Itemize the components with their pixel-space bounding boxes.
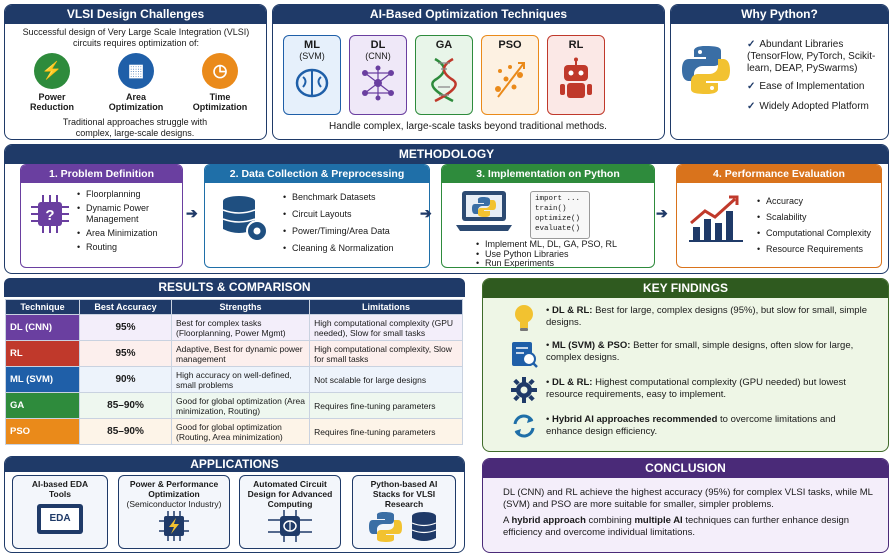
app-eda-tools bbox=[12, 475, 108, 549]
step3-title: 3. Implementation on Python bbox=[442, 165, 654, 183]
step1-title: 1. Problem Definition bbox=[21, 165, 182, 183]
technique-cell: DL (CNN) bbox=[6, 315, 80, 341]
check-icon: ✓ bbox=[747, 101, 756, 112]
why-python-title: Why Python? bbox=[671, 5, 888, 24]
accuracy-cell: 85–90% bbox=[80, 419, 172, 445]
step3-item: • Run Experiments bbox=[476, 259, 652, 268]
step2-item: • Power/Timing/Area Data bbox=[283, 226, 429, 237]
step2-list bbox=[283, 192, 429, 254]
key-findings-title: KEY FINDINGS bbox=[483, 279, 888, 298]
pso-box bbox=[481, 35, 539, 115]
step1-item: • Dynamic Power Management bbox=[77, 203, 181, 225]
accuracy-cell: 90% bbox=[80, 367, 172, 393]
limitations-cell: Requires fine-tuning parameters bbox=[310, 393, 463, 419]
column-header: Best Accuracy bbox=[80, 300, 172, 315]
finding-item: • DL & RL: Best for large, complex designs (95%), but slow for small, simple designs. bbox=[546, 305, 867, 328]
stopwatch-icon: ◷ bbox=[202, 53, 238, 89]
strengths-cell: Best for complex tasks (Floorplanning, Power Mgmt) bbox=[172, 315, 310, 341]
particle-swarm-icon bbox=[490, 57, 530, 101]
step1-item: • Routing bbox=[77, 242, 181, 253]
limitations-cell: High computational complexity (GPU needed), Slow for small tasks bbox=[310, 315, 463, 341]
limitations-cell: Not scalable for large designs bbox=[310, 367, 463, 393]
time-item bbox=[185, 53, 255, 112]
python-point-ease: ✓ Ease of Implementation bbox=[747, 81, 865, 92]
circuit-brain-icon bbox=[268, 510, 312, 542]
step2-title: 2. Data Collection & Preprocessing bbox=[205, 165, 429, 183]
limitations-cell: High computational complexity, Slow for small tasks bbox=[310, 341, 463, 367]
analysis-icon bbox=[510, 340, 538, 368]
step1-list bbox=[77, 189, 181, 253]
technique-cell: ML (SVM) bbox=[6, 367, 80, 393]
finding-item: • ML (SVM) & PSO: Better for small, simple designs, often slow for large, complex designs. bbox=[546, 340, 854, 363]
step3-item: • Implement ML, DL, GA, PSO, RL bbox=[476, 240, 652, 250]
applications-title: APPLICATIONS bbox=[5, 457, 464, 472]
step4-title: 4. Performance Evaluation bbox=[677, 165, 881, 183]
strengths-cell: Good for global optimization (Area minimization, Routing) bbox=[172, 393, 310, 419]
step-performance-evaluation bbox=[676, 164, 882, 268]
step3-list bbox=[476, 240, 652, 268]
results-table bbox=[5, 299, 463, 445]
conclusion-panel bbox=[482, 458, 889, 553]
strengths-cell: Good for global optimization (Routing, Area minimization) bbox=[172, 419, 310, 445]
step4-item: • Computational Complexity bbox=[757, 228, 881, 239]
step-implementation-python bbox=[441, 164, 655, 268]
app-subtitle: (Semiconductor Industry) bbox=[126, 499, 222, 509]
python-point-libraries: ✓ Abundant Libraries (TensorFlow, PyTorch, Scikit-learn, DEAP, PySwarms) bbox=[747, 39, 876, 74]
table-row bbox=[6, 393, 463, 419]
brain-icon bbox=[293, 65, 331, 101]
dl-label: DL bbox=[370, 39, 386, 51]
conclusion-p2: A hybrid approach combining multiple AI techniques can further enhance design efficiency and overcome individual limitations. bbox=[503, 515, 850, 538]
area-item bbox=[101, 53, 171, 112]
rl-box bbox=[547, 35, 605, 115]
ai-techniques-panel bbox=[272, 4, 665, 140]
python-database-icon bbox=[368, 510, 440, 544]
vlsi-footer: Traditional approaches struggle with complex, large-scale designs. bbox=[62, 117, 208, 138]
accuracy-cell: 85–90% bbox=[80, 393, 172, 419]
arrow-right-icon: ➔ bbox=[420, 205, 432, 221]
bar-chart-growth-icon bbox=[687, 193, 745, 245]
area-label: Area Optimization bbox=[108, 92, 164, 112]
rl-label: RL bbox=[568, 39, 584, 51]
power-item bbox=[17, 53, 87, 112]
ml-label: ML bbox=[304, 39, 320, 51]
step4-item: • Resource Requirements bbox=[757, 244, 881, 255]
code-line: optimize() bbox=[535, 215, 581, 223]
ml-sub: (SVM) bbox=[299, 51, 325, 61]
ga-box bbox=[415, 35, 473, 115]
dna-icon bbox=[429, 57, 459, 103]
robot-icon bbox=[558, 57, 594, 103]
technique-cell: GA bbox=[6, 393, 80, 419]
power-icon: ⚡ bbox=[34, 53, 70, 89]
strengths-cell: High accuracy on well-defined, small problems bbox=[172, 367, 310, 393]
step2-item: • Cleaning & Normalization bbox=[283, 243, 429, 254]
arrow-right-icon: ➔ bbox=[656, 205, 668, 221]
database-gear-icon bbox=[219, 193, 271, 245]
code-line: evaluate() bbox=[535, 225, 581, 233]
code-line: import ... bbox=[535, 195, 581, 203]
accuracy-cell: 95% bbox=[80, 341, 172, 367]
conclusion-p1: DL (CNN) and RL achieve the highest accuracy (95%) for complex VLSI tasks, while ML (SVM) and PSO are more suitable for smaller, simpler problems. bbox=[503, 487, 873, 510]
step1-item: • Area Minimization bbox=[77, 228, 181, 239]
app-title: Automated Circuit Design for Advanced Computing bbox=[247, 479, 333, 509]
table-row bbox=[6, 419, 463, 445]
step-problem-definition bbox=[20, 164, 183, 268]
conclusion-title: CONCLUSION bbox=[483, 459, 888, 478]
check-icon: ✓ bbox=[747, 39, 756, 50]
eda-monitor-icon: EDA bbox=[37, 504, 83, 534]
pso-label: PSO bbox=[498, 39, 522, 51]
arrow-right-icon: ➔ bbox=[186, 205, 198, 221]
technique-cell: RL bbox=[6, 341, 80, 367]
cycle-icon bbox=[510, 412, 538, 440]
app-title: Power & Performance Optimization bbox=[129, 479, 219, 499]
column-header: Limitations bbox=[310, 300, 463, 315]
code-snippet bbox=[530, 191, 590, 239]
python-point-adopted: ✓ Widely Adopted Platform bbox=[747, 101, 869, 112]
app-power-performance bbox=[118, 475, 230, 549]
step2-item: • Benchmark Datasets bbox=[283, 192, 429, 203]
technique-cell: PSO bbox=[6, 419, 80, 445]
ga-label: GA bbox=[435, 39, 453, 51]
step4-list bbox=[757, 196, 881, 255]
chip-lightning-icon bbox=[157, 511, 191, 541]
chip-question-icon bbox=[29, 193, 71, 235]
gear-icon bbox=[510, 376, 538, 404]
ai-caption: Handle complex, large-scale tasks beyond traditional methods. bbox=[329, 121, 607, 132]
chip-icon: ▦ bbox=[118, 53, 154, 89]
strengths-cell: Adaptive, Best for dynamic power management bbox=[172, 341, 310, 367]
step1-item: • Floorplanning bbox=[77, 189, 181, 200]
step-data-collection bbox=[204, 164, 430, 268]
dl-cnn-box bbox=[349, 35, 407, 115]
app-automated-design bbox=[239, 475, 341, 549]
column-header: Strengths bbox=[172, 300, 310, 315]
limitations-cell: Requires fine-tuning parameters bbox=[310, 419, 463, 445]
code-line: train() bbox=[535, 205, 567, 213]
finding-item: • DL & RL: Highest computational complexity (GPU needed) but lowest resource requirements, easy to implement. bbox=[546, 377, 846, 400]
methodology-title: METHODOLOGY bbox=[5, 145, 888, 164]
step4-item: • Accuracy bbox=[757, 196, 881, 207]
ml-svm-box bbox=[283, 35, 341, 115]
app-title: AI-based EDA Tools bbox=[31, 479, 89, 499]
vlsi-challenges-panel bbox=[4, 4, 267, 140]
accuracy-cell: 95% bbox=[80, 315, 172, 341]
time-label: Time Optimization bbox=[192, 92, 248, 112]
vlsi-challenges-title: VLSI Design Challenges bbox=[5, 5, 266, 24]
table-row bbox=[6, 367, 463, 393]
table-header-row bbox=[6, 300, 463, 315]
dl-sub: (CNN) bbox=[365, 51, 391, 61]
why-python-panel bbox=[670, 4, 889, 140]
step4-item: • Scalability bbox=[757, 212, 881, 223]
lightbulb-icon bbox=[510, 304, 538, 332]
vlsi-intro: Successful design of Very Large Scale Integration (VLSI) circuits requires optimization of: bbox=[22, 27, 250, 48]
table-row bbox=[6, 315, 463, 341]
finding-item: • Hybrid AI approaches recommended to overcome limitations and enhance design efficiency. bbox=[546, 414, 836, 437]
step3-item: • Use Python Libraries bbox=[476, 250, 652, 260]
app-python-ai-stacks bbox=[352, 475, 456, 549]
ai-techniques-title: AI-Based Optimization Techniques bbox=[273, 5, 664, 24]
neural-network-icon bbox=[359, 65, 397, 101]
check-icon: ✓ bbox=[747, 81, 756, 92]
laptop-python-icon bbox=[454, 189, 514, 235]
python-logo-icon bbox=[679, 43, 733, 97]
svg-text:?: ? bbox=[45, 207, 55, 224]
table-row bbox=[6, 341, 463, 367]
power-label: Power Reduction bbox=[30, 92, 74, 112]
step2-item: • Circuit Layouts bbox=[283, 209, 429, 220]
app-title: Python-based AI Stacks for VLSI Research bbox=[370, 479, 438, 509]
column-header: Technique bbox=[6, 300, 80, 315]
results-title: RESULTS & COMPARISON bbox=[4, 278, 465, 297]
